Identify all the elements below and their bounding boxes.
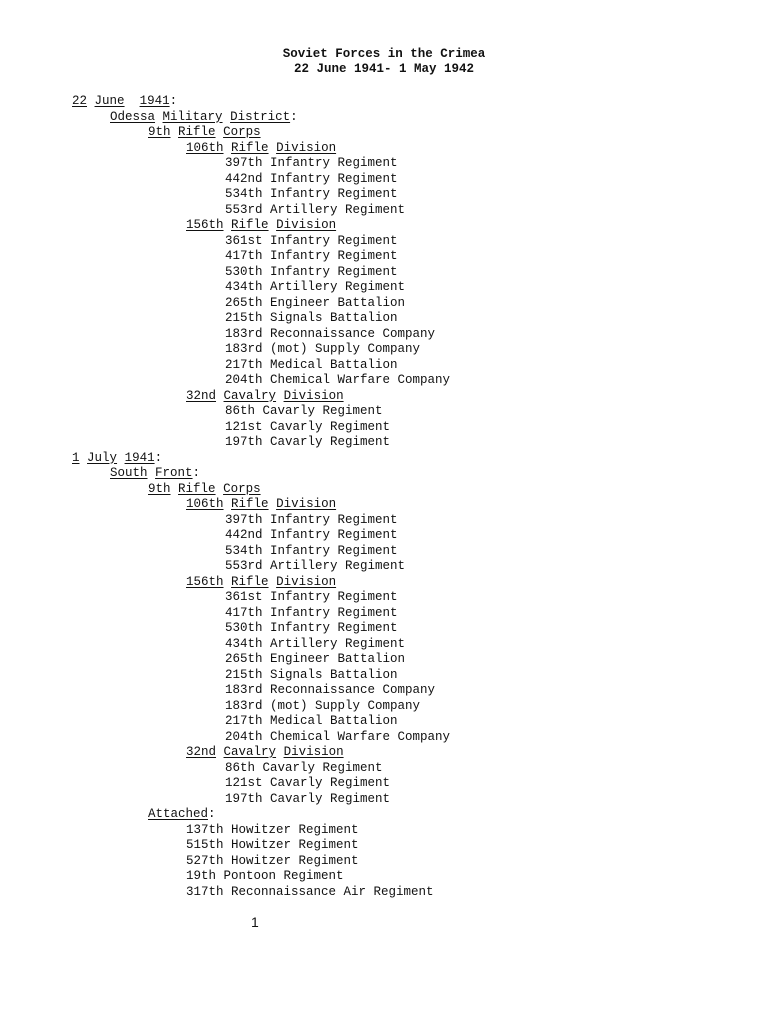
line-text (269, 497, 277, 511)
unit-line (0, 311, 768, 327)
division-heading (0, 869, 768, 885)
underlined-term: Division (276, 574, 337, 589)
unit-line (0, 203, 768, 219)
line-text (224, 141, 232, 155)
line-text: 121st Cavarly Regiment (225, 776, 391, 790)
unit-line (0, 714, 768, 730)
line-text (148, 466, 156, 480)
line-text (216, 482, 224, 496)
line-text: 204th Chemical Warfare Company (225, 729, 451, 744)
page-number: 1 (251, 914, 259, 930)
division-heading (0, 141, 768, 157)
underlined-term: Cavalry (223, 745, 277, 759)
line-text: 265th Engineer Battalion (225, 295, 406, 310)
underlined-term: 22 (72, 94, 88, 108)
underlined-term: District (230, 109, 291, 124)
line-text: 534th Infantry Regiment (225, 187, 398, 201)
line-text: 515th Howitzer Regiment (186, 838, 359, 852)
line-text: 434th Artillery Regiment (225, 636, 406, 651)
unit-line (0, 730, 768, 746)
unit-line (0, 265, 768, 281)
unit-line (0, 404, 768, 420)
line-text: : (154, 450, 163, 465)
unit-line (0, 249, 768, 265)
line-text (224, 218, 232, 232)
line-text (155, 110, 163, 124)
unit-line (0, 559, 768, 575)
corps-heading (0, 482, 768, 498)
command-heading (0, 466, 768, 482)
line-text: 397th Infantry Regiment (225, 156, 398, 170)
line-text (171, 482, 179, 496)
underlined-term: 156th (186, 218, 224, 232)
unit-line (0, 528, 768, 544)
division-heading (0, 823, 768, 839)
line-text: 86th Cavarly Regiment (225, 760, 383, 775)
unit-line (0, 776, 768, 792)
line-text: 183rd (mot) Supply Company (225, 698, 421, 713)
unit-line (0, 358, 768, 374)
line-text: : (208, 807, 216, 821)
underlined-term: Division (276, 497, 337, 511)
unit-line (0, 327, 768, 343)
line-text: 121st Cavarly Regiment (225, 419, 391, 434)
line-text: : (192, 466, 201, 480)
division-heading (0, 854, 768, 870)
line-text: 553rd Artillery Regiment (225, 559, 406, 573)
line-text: 434th Artillery Regiment (225, 280, 406, 294)
unit-line (0, 637, 768, 653)
line-text: 215th Signals Battalion (225, 311, 398, 325)
line-text: 527th Howitzer Regiment (186, 853, 359, 868)
line-text (171, 125, 179, 139)
line-text: 397th Infantry Regiment (225, 512, 398, 527)
unit-line (0, 606, 768, 622)
line-text: 183rd Reconnaissance Company (225, 683, 436, 697)
unit-line (0, 621, 768, 637)
document-title: Soviet Forces in the Crimea (282, 47, 486, 61)
unit-line (0, 342, 768, 358)
line-text (224, 575, 232, 589)
underlined-term: Front (155, 466, 193, 480)
line-text: : (169, 94, 178, 108)
line-text: 183rd Reconnaissance Company (225, 326, 436, 341)
line-text: 86th Cavarly Regiment (225, 404, 383, 418)
line-text (216, 745, 224, 759)
line-text: 137th Howitzer Regiment (186, 822, 359, 837)
underlined-term: 32nd (186, 745, 217, 759)
unit-line (0, 373, 768, 389)
underlined-term: 1 (72, 450, 80, 465)
unit-line (0, 513, 768, 529)
underlined-term: Attached (148, 807, 209, 821)
unit-line (0, 792, 768, 808)
underlined-term: Rifle (178, 481, 216, 496)
underlined-term: Division (283, 745, 344, 759)
date-heading (0, 451, 768, 467)
underlined-term: Rifle (231, 574, 269, 589)
line-text: 442nd Infantry Regiment (225, 171, 398, 186)
line-text: 361st Infantry Regiment (225, 590, 398, 604)
underlined-term: 156th (186, 574, 224, 589)
line-text: : (290, 109, 298, 124)
underlined-term: South (110, 466, 148, 480)
document-subtitle-dates: 22 June 1941- 1 May 1942 (293, 62, 475, 76)
unit-line (0, 172, 768, 188)
underlined-term: 9th (148, 481, 171, 496)
line-text: 197th Cavarly Regiment (225, 791, 391, 806)
underlined-term: Rifle (231, 218, 269, 232)
line-text (87, 94, 95, 108)
unit-line (0, 668, 768, 684)
underlined-term: Rifle (178, 125, 216, 139)
underlined-term: Division (276, 140, 337, 155)
unit-line (0, 187, 768, 203)
underlined-term: 1941 (139, 94, 170, 108)
line-text (276, 745, 284, 759)
line-text: 197th Cavarly Regiment (225, 435, 391, 449)
underlined-term: 1941 (124, 450, 155, 465)
line-text (276, 389, 284, 403)
order-of-battle-list (0, 94, 768, 900)
division-heading (0, 885, 768, 901)
unit-line (0, 280, 768, 296)
line-text (80, 451, 88, 465)
division-heading (0, 575, 768, 591)
underlined-term: 32nd (186, 388, 217, 403)
line-text: 204th Chemical Warfare Company (225, 373, 451, 387)
unit-line (0, 156, 768, 172)
underlined-term: 9th (148, 125, 171, 139)
unit-line (0, 544, 768, 560)
line-text: 417th Infantry Regiment (225, 249, 398, 263)
line-text: 530th Infantry Regiment (225, 621, 398, 635)
underlined-term: Corps (223, 481, 261, 496)
line-text: 553rd Artillery Regiment (225, 202, 406, 217)
line-text (117, 451, 125, 465)
unit-line (0, 420, 768, 436)
underlined-term: June (94, 94, 125, 108)
underlined-term: Division (283, 388, 344, 403)
line-text: 265th Engineer Battalion (225, 652, 406, 666)
division-heading (0, 838, 768, 854)
underlined-term: Division (276, 218, 337, 232)
unit-line (0, 435, 768, 451)
division-heading (0, 497, 768, 513)
underlined-term: Corps (223, 125, 261, 139)
underlined-term: Rifle (231, 140, 269, 155)
division-heading (0, 745, 768, 761)
line-text: 217th Medical Battalion (225, 714, 398, 728)
line-text (269, 218, 277, 232)
line-text (216, 389, 224, 403)
underlined-term: 106th (186, 140, 224, 155)
division-heading (0, 389, 768, 405)
line-text (224, 497, 232, 511)
line-text (125, 94, 140, 108)
line-text: 530th Infantry Regiment (225, 264, 398, 279)
line-text: 217th Medical Battalion (225, 357, 398, 372)
underlined-term: Military (162, 109, 223, 124)
underlined-term: July (87, 450, 118, 465)
unit-line (0, 296, 768, 312)
unit-line (0, 652, 768, 668)
division-heading (0, 218, 768, 234)
underlined-term: 106th (186, 497, 224, 511)
underlined-term: Odessa (110, 109, 156, 124)
underlined-term: Rifle (231, 497, 269, 511)
unit-line (0, 590, 768, 606)
corps-heading (0, 807, 768, 823)
corps-heading (0, 125, 768, 141)
command-heading (0, 110, 768, 126)
unit-line (0, 761, 768, 777)
line-text: 215th Signals Battalion (225, 667, 398, 682)
date-heading (0, 94, 768, 110)
unit-line (0, 699, 768, 715)
underlined-term: Cavalry (223, 388, 277, 403)
line-text: 19th Pontoon Regiment (186, 869, 344, 883)
line-text: 317th Reconnaissance Air Regiment (186, 884, 434, 899)
line-text: 442nd Infantry Regiment (225, 528, 398, 542)
line-text (269, 575, 277, 589)
unit-line (0, 683, 768, 699)
line-text (223, 110, 231, 124)
line-text: 183rd (mot) Supply Company (225, 342, 421, 356)
line-text: 417th Infantry Regiment (225, 605, 398, 620)
line-text (269, 141, 277, 155)
unit-line (0, 234, 768, 250)
line-text: 534th Infantry Regiment (225, 543, 398, 558)
line-text (216, 125, 224, 139)
line-text: 361st Infantry Regiment (225, 233, 398, 248)
